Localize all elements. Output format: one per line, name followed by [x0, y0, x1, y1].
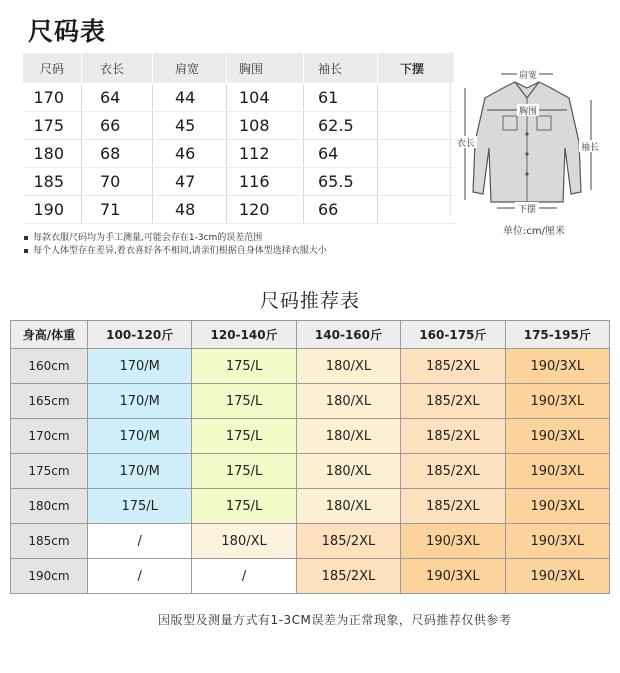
size-cell: 175/L — [88, 489, 192, 524]
size-cell: 185/2XL — [296, 524, 400, 559]
length-cell: 70 — [100, 172, 121, 191]
size-cell: 185/2XL — [401, 349, 505, 384]
measurement-notes — [24, 232, 327, 258]
bullet-icon — [24, 249, 28, 253]
footer-note: 因版型及测量方式有1-3CM误差为正常现象，尺码推荐仅供参考 — [158, 613, 512, 627]
shirt-measurement-diagram — [450, 52, 603, 216]
note-item: 每款衣服尺码均为手工测量,可能会存在1-3cm的误差范围 — [24, 232, 327, 245]
table-row — [23, 140, 455, 168]
header-size: 尺码 — [23, 53, 82, 84]
recommend-title: 尺码推荐表 — [259, 290, 360, 312]
height-cell: 170cm — [11, 419, 88, 454]
recommend-table — [10, 320, 610, 594]
size-cell: 190/3XL — [505, 559, 609, 594]
chest-cell: 112 — [239, 144, 270, 163]
size-cell: 180/XL — [296, 454, 400, 489]
size-cell: 175 — [33, 116, 65, 135]
size-cell: 180 — [33, 144, 65, 163]
header-sleeve: 袖长 — [304, 53, 378, 84]
size-cell: 185/2XL — [401, 384, 505, 419]
table-row — [11, 524, 610, 559]
size-cell: 185/2XL — [296, 559, 400, 594]
chest-cell: 116 — [239, 172, 270, 191]
size-cell: 190/3XL — [401, 559, 505, 594]
size-cell: 190 — [33, 200, 65, 219]
length-cell: 68 — [100, 144, 121, 163]
shoulder-cell: 46 — [175, 144, 196, 163]
size-cell: 180/XL — [296, 349, 400, 384]
header-hem: 下摆 — [378, 53, 455, 84]
bullet-icon — [24, 236, 28, 240]
length-cell: 71 — [100, 200, 121, 219]
sleeve-label: 袖长 — [580, 143, 600, 153]
shoulder-cell: 48 — [175, 200, 196, 219]
sleeve-cell: 66 — [318, 200, 339, 219]
table-row — [11, 349, 610, 384]
note-item: 每个人体型存在差异,着衣喜好各不相同,请亲们根据自身体型选择衣服大小 — [24, 245, 327, 258]
shoulder-cell: 45 — [175, 116, 196, 135]
size-cell: 190/3XL — [401, 524, 505, 559]
size-cell: 180/XL — [296, 419, 400, 454]
chest-label: 胸围 — [518, 107, 538, 117]
size-cell: 190/3XL — [505, 349, 609, 384]
weight-header: 120-140斤 — [192, 321, 296, 349]
size-cell: 175/L — [192, 489, 296, 524]
size-cell: 170 — [33, 88, 65, 107]
height-cell: 185cm — [11, 524, 88, 559]
size-cell: 175/L — [192, 349, 296, 384]
size-cell: 180/XL — [296, 489, 400, 524]
size-cell: 170/M — [88, 384, 192, 419]
size-cell: 190/3XL — [505, 454, 609, 489]
table-row — [11, 559, 610, 594]
size-cell: 190/3XL — [505, 384, 609, 419]
unit-note: 单位:cm/厘米 — [503, 226, 565, 237]
header-length: 衣长 — [82, 53, 153, 84]
height-cell: 175cm — [11, 454, 88, 489]
size-chart-header-row — [23, 53, 455, 84]
length-cell: 64 — [100, 88, 121, 107]
size-cell: 185/2XL — [401, 489, 505, 524]
size-cell: 180/XL — [192, 524, 296, 559]
size-cell: / — [88, 524, 192, 559]
table-row — [11, 419, 610, 454]
shoulder-cell: 44 — [175, 88, 196, 107]
size-cell: 190/3XL — [505, 489, 609, 524]
size-cell: 175/L — [192, 454, 296, 489]
size-cell: / — [88, 559, 192, 594]
chest-cell: 120 — [239, 200, 270, 219]
height-cell: 160cm — [11, 349, 88, 384]
weight-header: 100-120斤 — [88, 321, 192, 349]
chest-cell: 104 — [239, 88, 270, 107]
header-shoulder: 肩宽 — [153, 53, 227, 84]
size-cell: 185 — [33, 172, 65, 191]
sleeve-cell: 62.5 — [318, 116, 354, 135]
size-cell: 175/L — [192, 384, 296, 419]
height-cell: 180cm — [11, 489, 88, 524]
header-chest: 胸围 — [227, 53, 304, 84]
corner-header: 身高/体重 — [11, 321, 88, 349]
size-chart-table — [22, 52, 455, 224]
shoulder-cell: 47 — [175, 172, 196, 191]
recommend-header-row — [11, 321, 610, 349]
size-cell: 190/3XL — [505, 524, 609, 559]
table-row — [23, 168, 455, 196]
table-row — [11, 489, 610, 524]
size-cell: / — [192, 559, 296, 594]
table-row — [23, 112, 455, 140]
sleeve-cell: 64 — [318, 144, 339, 163]
size-cell: 185/2XL — [401, 419, 505, 454]
shirt-icon — [451, 52, 603, 216]
table-row — [11, 454, 610, 489]
size-cell: 175/L — [192, 419, 296, 454]
size-cell: 190/3XL — [505, 419, 609, 454]
sleeve-cell: 61 — [318, 88, 339, 107]
length-label: 衣长 — [456, 139, 476, 149]
size-cell: 170/M — [88, 454, 192, 489]
size-cell: 170/M — [88, 419, 192, 454]
table-row — [11, 384, 610, 419]
height-cell: 165cm — [11, 384, 88, 419]
size-chart-title: 尺码表 — [28, 17, 107, 46]
size-cell: 180/XL — [296, 384, 400, 419]
hem-label: 下摆 — [517, 205, 537, 215]
table-row — [23, 196, 455, 224]
sleeve-cell: 65.5 — [318, 172, 354, 191]
size-cell: 170/M — [88, 349, 192, 384]
weight-header: 140-160斤 — [296, 321, 400, 349]
weight-header: 175-195斤 — [505, 321, 609, 349]
height-cell: 190cm — [11, 559, 88, 594]
table-row — [23, 84, 455, 112]
chest-cell: 108 — [239, 116, 270, 135]
length-cell: 66 — [100, 116, 121, 135]
shoulder-label: 肩宽 — [518, 71, 538, 81]
weight-header: 160-175斤 — [401, 321, 505, 349]
size-cell: 185/2XL — [401, 454, 505, 489]
